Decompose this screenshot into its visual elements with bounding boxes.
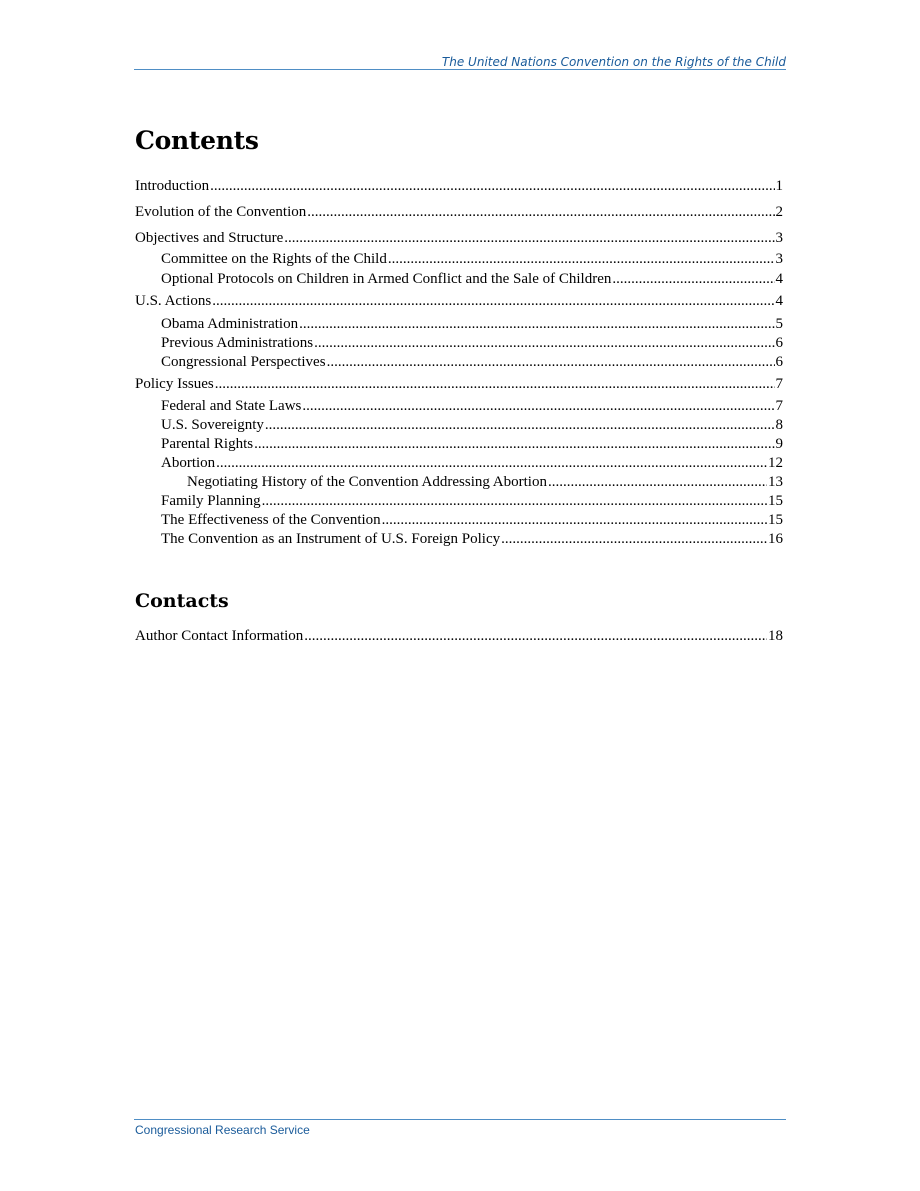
toc-entry-label: The Effectiveness of the Convention	[161, 512, 381, 528]
toc-entry-label: Family Planning	[161, 493, 261, 509]
toc-entry-page: 3	[775, 251, 783, 267]
toc-entry-page: 8	[775, 417, 783, 433]
toc-entry-negotiating-history[interactable]	[135, 473, 783, 492]
footer-text: Congressional Research Service	[135, 1123, 310, 1137]
toc-leader-dots	[215, 375, 775, 394]
toc-leader-dots	[327, 353, 775, 372]
toc-leader-dots	[388, 250, 775, 269]
toc-entry-family-planning[interactable]	[135, 492, 783, 511]
toc-entry-label: Negotiating History of the Convention Addressing Abortion	[187, 474, 547, 490]
toc-entry-label: Congressional Perspectives	[161, 354, 326, 370]
toc-entry-author-contact[interactable]	[135, 627, 783, 646]
toc-entry-objectives[interactable]	[135, 229, 783, 248]
toc-entry-page: 15	[768, 512, 783, 528]
toc-leader-dots	[304, 627, 767, 646]
toc-leader-dots	[307, 203, 774, 222]
toc-leader-dots	[284, 229, 774, 248]
toc-leader-dots	[254, 435, 774, 454]
toc-entry-effectiveness[interactable]	[135, 511, 783, 530]
toc-leader-dots	[382, 511, 767, 530]
contents-heading: Contents	[135, 126, 259, 155]
toc-entry-page: 16	[768, 531, 783, 547]
toc-entry-page: 6	[775, 354, 783, 370]
toc-entry-label: Previous Administrations	[161, 335, 314, 351]
toc-leader-dots	[216, 454, 767, 473]
toc-entry-optional-protocols[interactable]	[135, 270, 783, 289]
toc-entry-label: U.S. Actions	[135, 293, 212, 309]
header-rule	[134, 69, 786, 70]
toc-entry-label: Evolution of the Convention	[135, 204, 307, 220]
toc-entry-federal-state-laws[interactable]	[135, 397, 783, 416]
toc-entry-page: 7	[775, 398, 783, 414]
toc-entry-label: Objectives and Structure	[135, 230, 284, 246]
toc-entry-label: Policy Issues	[135, 376, 214, 392]
toc-leader-dots	[548, 473, 767, 492]
toc-entry-label: Parental Rights	[161, 436, 254, 452]
toc-leader-dots	[302, 397, 774, 416]
toc-entry-obama-administration[interactable]	[135, 315, 783, 334]
toc-entry-foreign-policy[interactable]	[135, 530, 783, 549]
toc-entry-page: 7	[775, 376, 783, 392]
toc-entry-abortion[interactable]	[135, 454, 783, 473]
contacts-heading: Contacts	[135, 590, 229, 612]
toc-entry-policy-issues[interactable]	[135, 375, 783, 394]
footer-rule	[134, 1119, 786, 1120]
toc-entry-label: Obama Administration	[161, 316, 299, 332]
toc-entry-page: 6	[775, 335, 783, 351]
toc-leader-dots	[612, 270, 774, 289]
toc-entry-page: 12	[768, 455, 783, 471]
toc-entry-page: 1	[775, 178, 783, 194]
toc-leader-dots	[212, 292, 774, 311]
toc-entry-page: 5	[775, 316, 783, 332]
toc-entry-label: Optional Protocols on Children in Armed Conflict and the Sale of Children	[161, 271, 612, 287]
toc-leader-dots	[299, 315, 774, 334]
toc-entry-page: 9	[775, 436, 783, 452]
toc-leader-dots	[501, 530, 767, 549]
toc-entry-label: U.S. Sovereignty	[161, 417, 264, 433]
running-header-title: The United Nations Convention on the Rights of the Child	[441, 55, 786, 69]
toc-entry-label: The Convention as an Instrument of U.S. Foreign Policy	[161, 531, 501, 547]
toc-entry-us-actions[interactable]	[135, 292, 783, 311]
toc-leader-dots	[210, 177, 774, 196]
toc-entry-previous-administrations[interactable]	[135, 334, 783, 353]
toc-entry-label: Abortion	[161, 455, 216, 471]
toc-entry-introduction[interactable]	[135, 177, 783, 196]
toc-entry-us-sovereignty[interactable]	[135, 416, 783, 435]
toc-entry-page: 4	[775, 293, 783, 309]
toc-entry-congressional-perspectives[interactable]	[135, 353, 783, 372]
toc-entry-page: 2	[775, 204, 783, 220]
toc-entry-parental-rights[interactable]	[135, 435, 783, 454]
toc-leader-dots	[314, 334, 774, 353]
toc-leader-dots	[262, 492, 767, 511]
toc-entry-evolution[interactable]	[135, 203, 783, 222]
toc-entry-page: 4	[775, 271, 783, 287]
toc-entry-label: Committee on the Rights of the Child	[161, 251, 387, 267]
toc-entry-committee[interactable]	[135, 250, 783, 269]
toc-entry-page: 3	[775, 230, 783, 246]
toc-entry-page: 18	[768, 628, 783, 644]
toc-entry-label: Introduction	[135, 178, 210, 194]
toc-entry-page: 15	[768, 493, 783, 509]
toc-entry-label: Federal and State Laws	[161, 398, 302, 414]
toc-entry-page: 13	[768, 474, 783, 490]
toc-leader-dots	[265, 416, 775, 435]
toc-entry-label: Author Contact Information	[135, 628, 304, 644]
